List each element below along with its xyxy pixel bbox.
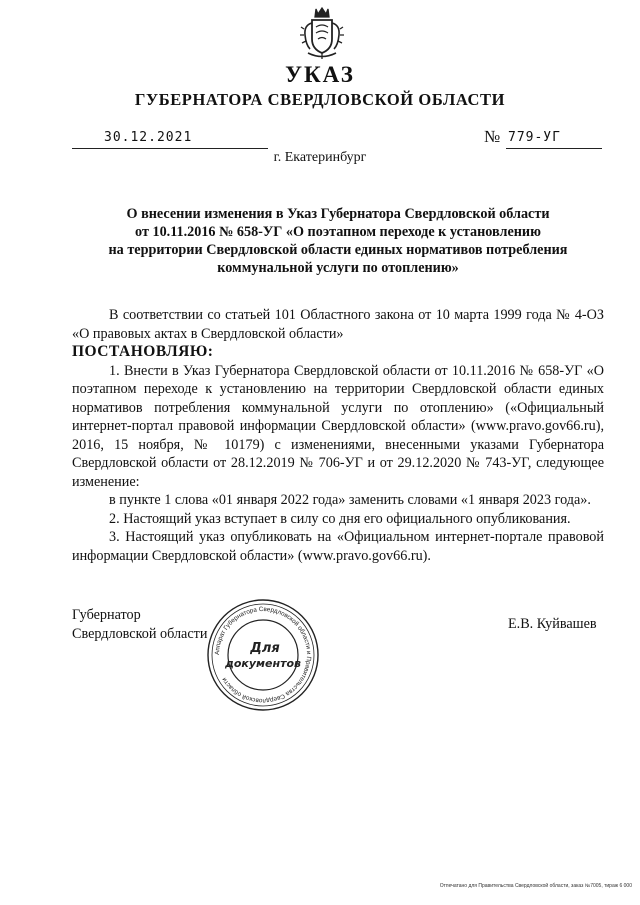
print-footer: Отпечатано для Правительства Свердловской области, заказ №7005, тираж 6 000 [439,883,632,889]
heading-line: от 10.11.2016 № 658-УГ «О поэтапном переходе к установлению [135,224,541,240]
decree-date: 30.12.2021 [104,130,193,145]
number-underline [506,148,602,149]
signature-position [72,606,207,643]
heading-line: коммунальной услуги по отоплению» [217,260,459,276]
date-underline [72,148,268,149]
item-1-subpoint: в пункте 1 слова «01 января 2022 года» заменить словами «1 января 2023 года». [109,492,591,508]
heading-line: О внесении изменения в Указ Губернатора Свердловской области [126,206,550,222]
decree-number: 779-УГ [508,130,561,145]
position-line: Свердловской области [72,625,208,642]
number-label: № [484,127,501,146]
stamp-center-line-2: документов [224,657,302,670]
stamp-seal [205,597,321,713]
city: г. Екатеринбург [273,150,367,165]
stamp-ring-text: Аппарат Губернатора Свердловской области и Правительства Свердловской области [213,605,313,705]
decree-word: ПОСТАНОВЛЯЮ: [72,343,214,360]
stamp-center-line-1: Для [250,641,280,656]
document-subtitle: ГУБЕРНАТОРА СВЕРДЛОВСКОЙ ОБЛАСТИ [134,90,506,109]
document-title: УКАЗ [285,62,355,87]
intro-paragraph: В соответствии со статьей 101 Областного закона от 10 марта 1999 года № 4-ОЗ «О правовых актах в Свердловской области» [72,307,604,342]
position-line: Губернатор [72,607,141,623]
coat-of-arms-icon [300,5,344,61]
decree-body [72,306,604,565]
heading-line: на территории Свердловской области единых нормативов потребления [108,242,568,258]
item-2: 2. Настоящий указ вступает в силу со дня его официального опубликования. [109,510,571,527]
signatory-name: Е.В. Куйвашев [508,616,597,632]
decree-heading [72,205,604,277]
item-3: 3. Настоящий указ опубликовать на «Официальном интернет-портале правовой информации Свердловской области» (www.pravo.gov66.ru). [72,529,604,564]
item-1: 1. Внести в Указ Губернатора Свердловской области от 10.11.2016 № 658-УГ «О поэтапном переходе к установлению на территории Свердловской области единых нормативов потребления коммунальной услуги по отоплению» («Официальный интернет-портал правовой информации Свердловской области» (www.pravo.gov66.ru), 2016, 15 ноября, № 10179) с изменениями, внесенными указами Губернатора Свердловской области от 28.12.2019 № 706-УГ и от 29.12.2020 № 743-УГ, следующее изменение: [72,362,604,490]
